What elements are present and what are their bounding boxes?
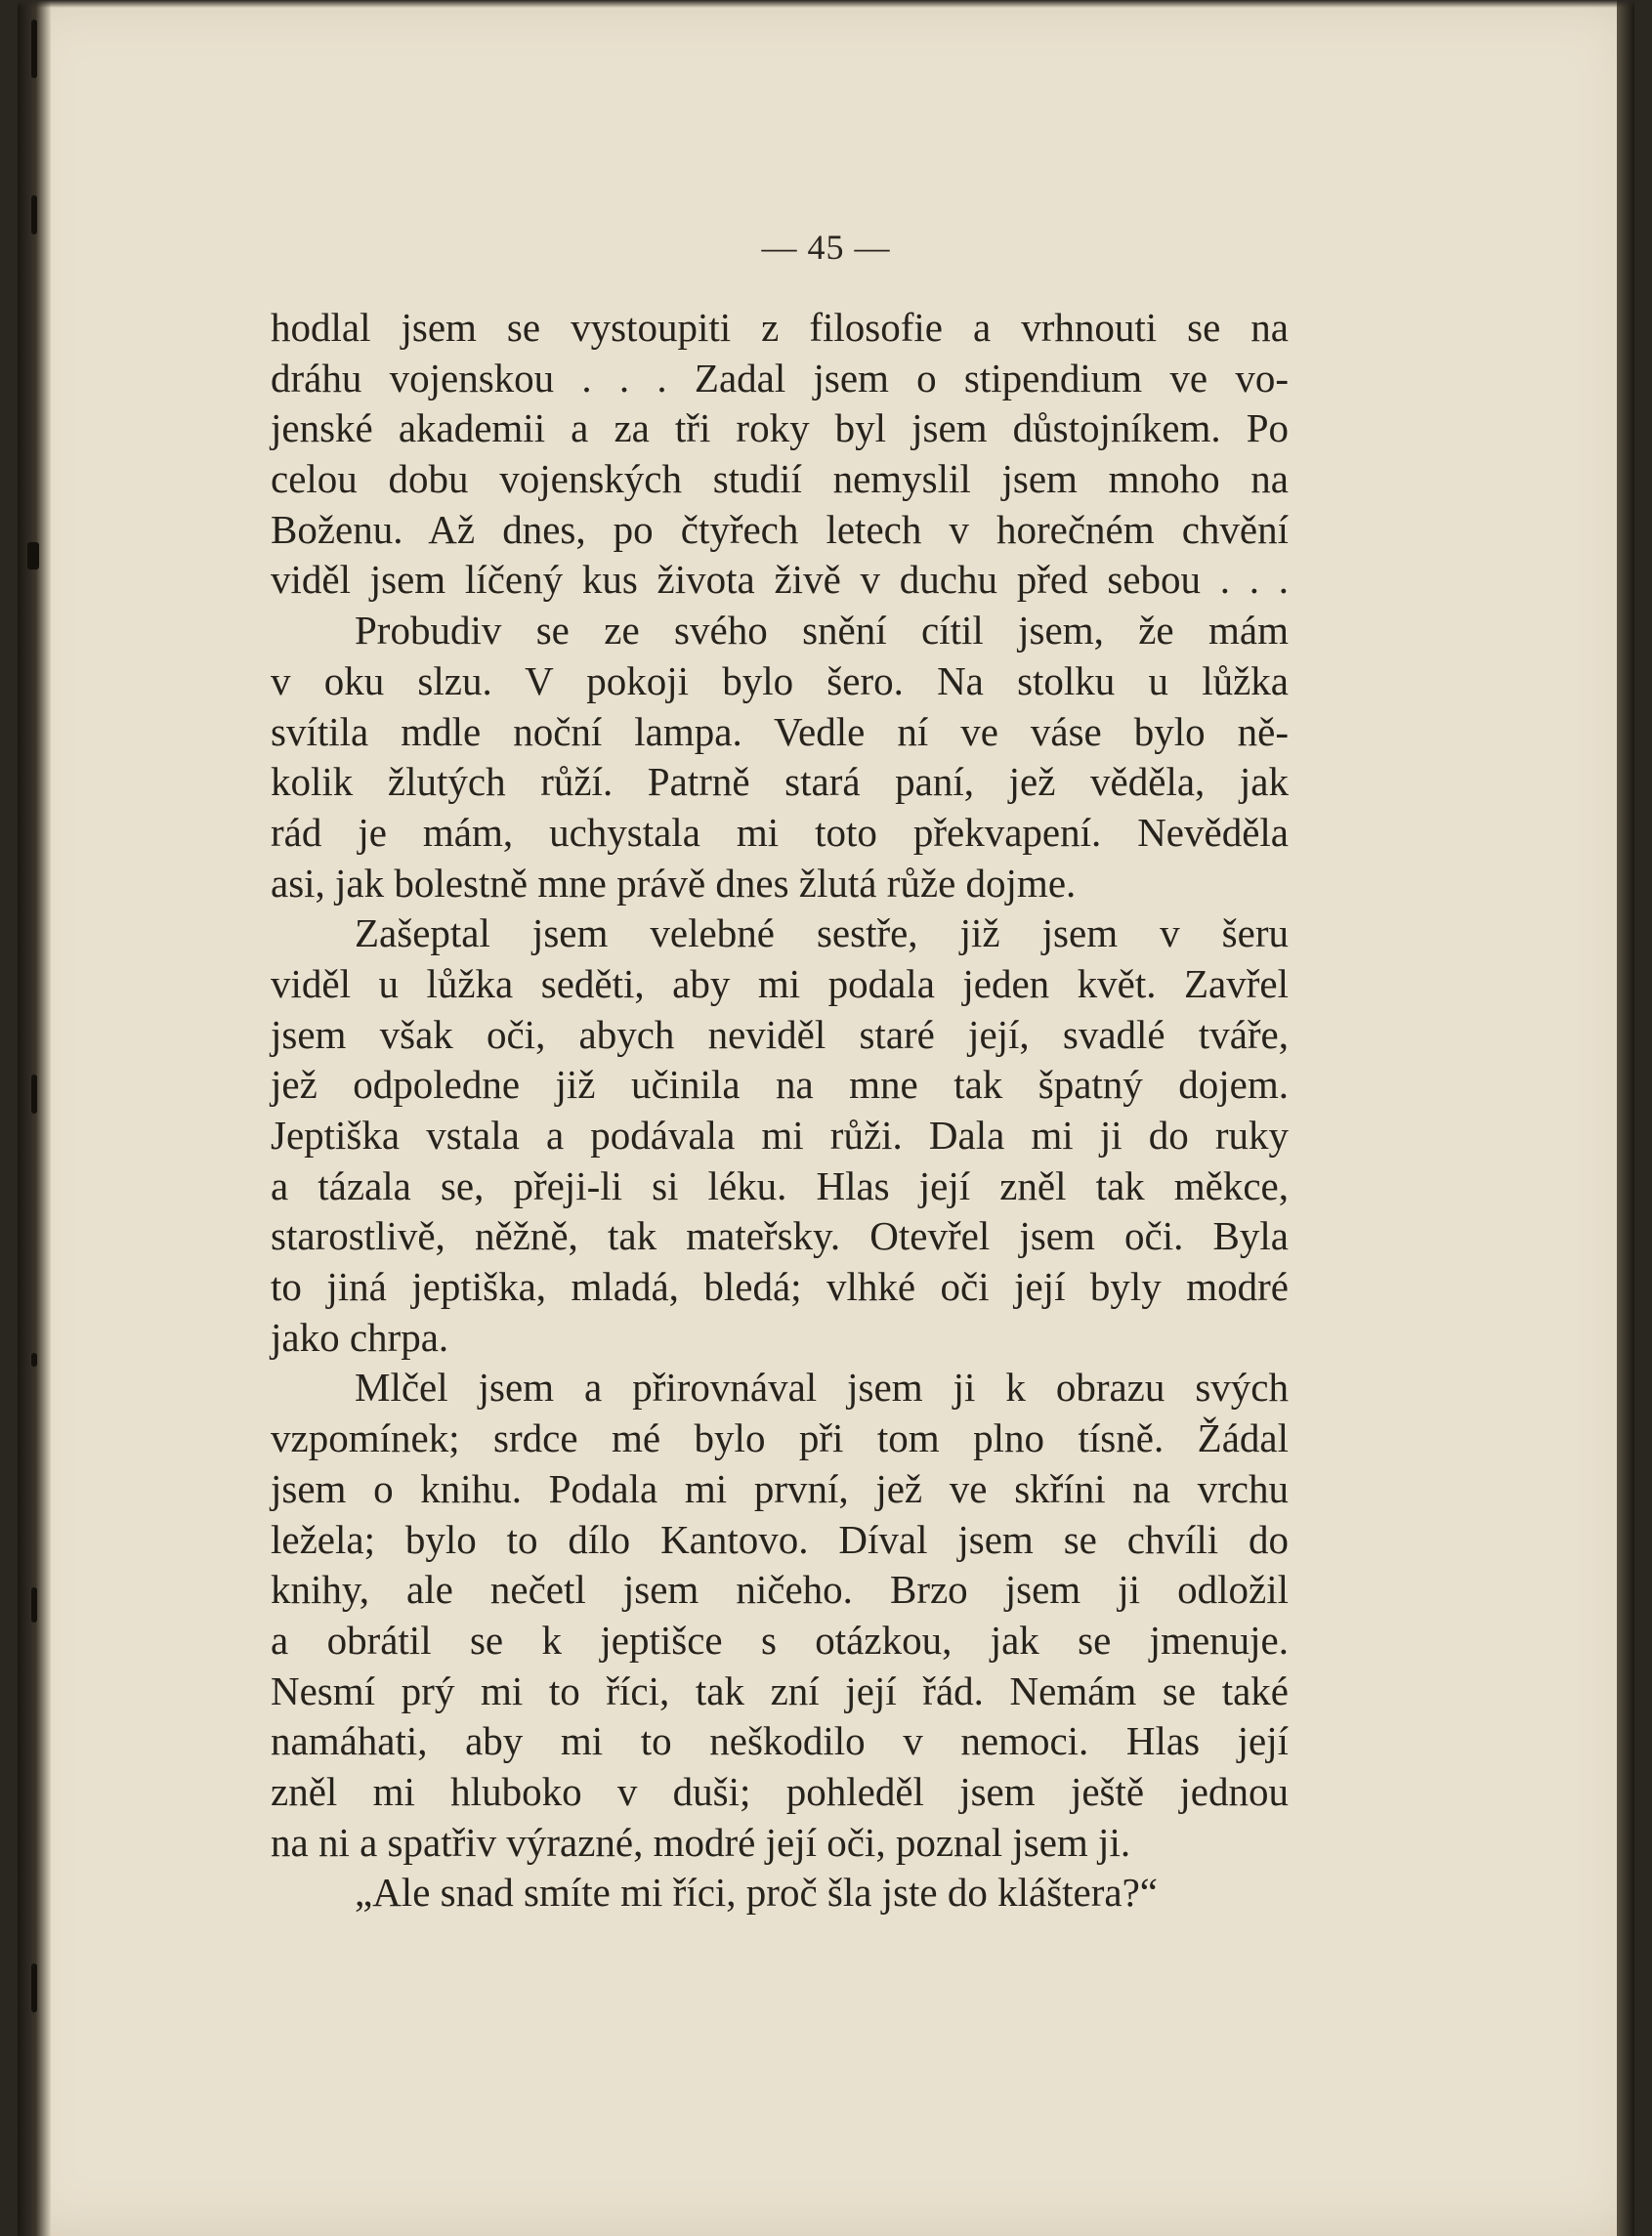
text-line: na ni a spatřiv výrazné, modré její oči, poznal jsem ji. (271, 1819, 1131, 1865)
text-line: viděl jsem líčený kus života živě v duchu před sebou . . . (271, 557, 1289, 603)
text-line: to jiná jeptiška, mladá, bledá; vlhké oči její byly modré (271, 1264, 1289, 1310)
spine-mark (31, 1963, 37, 2012)
paragraph (271, 1868, 1289, 1919)
text-line: asi, jak bolestně mne právě dnes žlutá růže dojme. (271, 860, 1077, 906)
spine-mark (31, 1353, 37, 1367)
text-line: Probudiv se ze svého snění cítil jsem, že mám (355, 608, 1289, 654)
text-line: namáhati, aby mi to neškodilo v nemoci. Hlas její (271, 1718, 1289, 1764)
text-line: viděl u lůžka seděti, aby mi podala jeden květ. Zavřel (271, 960, 1289, 1006)
text-line: rád je mám, uchystala mi toto překvapení. Nevěděla (271, 809, 1289, 855)
page-number: — 45 — (761, 228, 891, 267)
text-line: jež odpoledne již učinila na mne tak špatný dojem. (271, 1062, 1289, 1108)
paragraph (271, 908, 1289, 1363)
text-line: jsem o knihu. Podala mi první, jež ve skříni na vrchu (271, 1465, 1289, 1511)
text-line: jsem však oči, abych neviděl staré její, svadlé tváře, (271, 1011, 1289, 1057)
book-spine (18, 0, 51, 2236)
paragraph (271, 1363, 1289, 1868)
text-line: jako chrpa. (271, 1314, 449, 1360)
text-line: a obrátil se k jeptišce s otázkou, jak se jmenuje. (271, 1617, 1289, 1663)
text-line: vzpomínek; srdce mé bylo při tom plno tísně. Žádal (271, 1415, 1289, 1461)
text-line: knihy, ale nečetl jsem ničeho. Brzo jsem ji odložil (271, 1567, 1289, 1613)
text-line: Boženu. Až dnes, po čtyřech letech v horečném chvění (271, 506, 1289, 552)
text-line: jenské akademii a za tři roky byl jsem důstojníkem. Po (271, 405, 1289, 451)
text-line: celou dobu vojenských studií nemyslil jsem mnoho na (271, 456, 1289, 502)
text-line: ležela; bylo to dílo Kantovo. Díval jsem se chvíli do (271, 1516, 1289, 1562)
paragraph (271, 606, 1289, 908)
text-line: starostlivě, něžně, tak mateřsky. Otevřel jsem oči. Byla (271, 1213, 1289, 1259)
text-line: dráhu vojenskou . . . Zadal jsem o stipendium ve vo- (271, 355, 1289, 401)
body-text (271, 303, 1289, 1919)
top-page-edge (0, 0, 1652, 8)
text-line: hodlal jsem se vystoupiti z filosofie a vrhnouti se na (271, 305, 1289, 350)
text-line: a tázala se, přeji-li si léku. Hlas její zněl tak měkce, (271, 1162, 1289, 1208)
text-line: Mlčel jsem a přirovnával jsem ji k obrazu svých (355, 1365, 1289, 1411)
text-line: zněl mi hluboko v duši; pohleděl jsem ještě jednou (271, 1768, 1289, 1814)
spine-mark (31, 1587, 37, 1623)
spine-mark (31, 20, 37, 78)
text-line: Jeptiška vstala a podávala mi růži. Dala mi ji do ruky (271, 1113, 1289, 1158)
text-line: svítila mdle noční lampa. Vedle ní ve váse bylo ně- (271, 708, 1289, 754)
text-line: Nesmí prý mi to říci, tak zní její řád. Nemám se také (271, 1667, 1289, 1713)
text-line: Zašeptal jsem velebné sestře, již jsem v šeru (355, 910, 1289, 956)
text-line: kolik žlutých růží. Patrně stará paní, jež věděla, jak (271, 759, 1289, 805)
spine-mark (27, 542, 39, 570)
text-line: „Ale snad smíte mi říci, proč šla jste do kláštera?“ (355, 1870, 1159, 1916)
right-page-edge (1617, 0, 1634, 2236)
spine-mark (31, 1075, 37, 1114)
paragraph (271, 303, 1289, 606)
text-line: v oku slzu. V pokoji bylo šero. Na stolku u lůžka (271, 657, 1289, 703)
